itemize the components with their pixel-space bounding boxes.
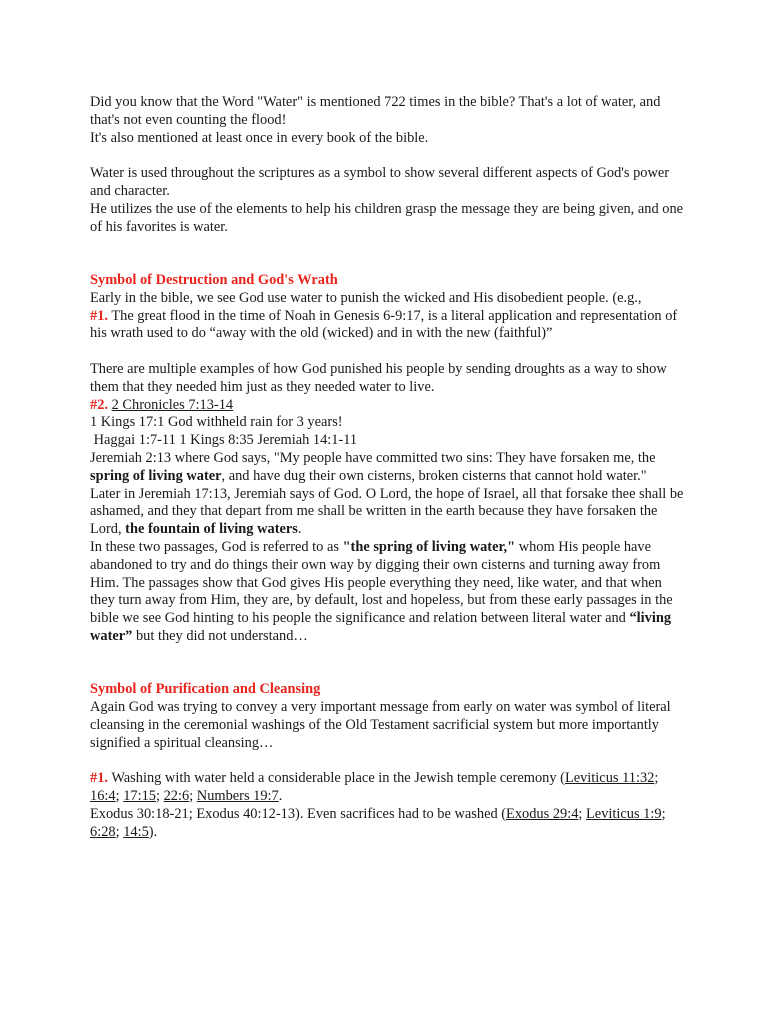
jeremiah-text: , and have dug their own cisterns, broken cisterns that cannot hold water." (221, 467, 647, 484)
leviticus-16-4-link[interactable]: 16:4 (90, 788, 116, 805)
jeremiah-text: . (297, 521, 302, 538)
separator: ; (115, 788, 124, 805)
flood-text: The great flood in the time of Noah in Genesis 6-9:17, is a literal application and representation of his wrath used to do “away with the old (wicked) and in with the new (faithful)” (90, 307, 678, 342)
washing-text: Washing with water held a considerable place in the Jewish temple ceremony ( (108, 770, 565, 787)
jeremiah-17-13-paragraph (90, 486, 690, 539)
kings-line: 1 Kings 17:1 God withheld rain for 3 years! (90, 414, 343, 431)
point-number: #1. (90, 770, 108, 787)
spring-quote: "the spring of living water," (342, 538, 516, 555)
exodus-text: ). (148, 823, 158, 840)
jeremiah-2-13-paragraph (90, 450, 690, 486)
destruction-intro (90, 290, 690, 343)
passages-text: whom His people have abandoned to try and do things their own way by digging their own cisterns and turning away from Him. The passages show that God gives His people everything they need, like water, and that when they turn away from Him, they are, by default, lost and hopeless, but from these early passages in the bible we see God hinting to his people the significance and relation between literal water and (90, 538, 673, 627)
leviticus-14-5-link[interactable]: 14:5 (123, 823, 149, 840)
jeremiah-text: Later in Jeremiah 17:13, Jeremiah says of God. O Lord, the hope of Israel, all that forsake thee shall be ashamed, and they that depart from me shall be written in the earth because they have forsaken the Lord, (90, 485, 684, 538)
chronicles-link[interactable]: 2 Chronicles 7:13-14 (111, 396, 234, 413)
spacer (90, 236, 690, 272)
leviticus-1-9-link[interactable]: Leviticus 1:9 (586, 805, 662, 822)
leviticus-6-28-link[interactable]: 6:28 (90, 823, 116, 840)
separator: ; (115, 823, 124, 840)
separator: ; (654, 770, 659, 787)
spacer (90, 343, 690, 361)
separator: ; (578, 805, 587, 822)
intro-paragraph-4: He utilizes the use of the elements to help his children grasp the message they are being given, and one of his favorites is water. (90, 200, 684, 235)
intro-paragraph-3: Water is used throughout the scriptures as a symbol to show several different aspects of God's power and character. (90, 165, 670, 199)
document-page (90, 94, 690, 841)
spacer (90, 147, 690, 165)
point-number: #2. (90, 396, 108, 413)
intro-paragraph-1: Did you know that the Word "Water" is mentioned 722 times in the bible? That's a lot of water, and that's not even counting the flood! (90, 94, 661, 128)
point-number: #1. (90, 307, 108, 324)
leviticus-17-15-link[interactable]: 17:15 (123, 788, 156, 805)
separator: ; (661, 805, 666, 822)
leviticus-11-32-link[interactable]: Leviticus 11:32 (564, 770, 655, 787)
spacer (90, 752, 690, 770)
haggai-line: Haggai 1:7-11 1 Kings 8:35 Jeremiah 14:1-11 (90, 432, 358, 449)
exodus-text: Exodus 30:18-21; Exodus 40:12-13). Even sacrifices had to be washed ( (90, 805, 507, 822)
spring-of-living-water: spring of living water (90, 467, 222, 484)
separator: ; (189, 788, 197, 805)
chronicles-line (90, 397, 690, 415)
numbers-19-7-link[interactable]: Numbers 19:7 (196, 788, 279, 805)
spacer (90, 646, 690, 682)
jeremiah-text: Jeremiah 2:13 where God says, "My people have committed two sins: They have forsaken me, the (90, 449, 656, 466)
purification-intro: Again God was trying to convey a very important message from early on water was symbol of literal cleansing in the ceremonial washings of the Old Testament sacrificial system but more importantly signified a spiritual cleansing… (90, 699, 671, 751)
passages-text: In these two passages, God is referred to as (90, 538, 343, 555)
washing-text: . (278, 788, 283, 805)
passages-paragraph (90, 539, 690, 646)
leviticus-22-6-link[interactable]: 22:6 (163, 788, 190, 805)
exodus-29-4-link[interactable]: Exodus 29:4 (506, 805, 579, 822)
separator: ; (155, 788, 164, 805)
section-heading-destruction: Symbol of Destruction and God's Wrath (90, 271, 338, 288)
passages-text: but they did not understand… (132, 627, 308, 644)
intro-paragraph-2: It's also mentioned at least once in every book of the bible. (90, 129, 429, 146)
section-heading-purification: Symbol of Purification and Cleansing (90, 681, 321, 698)
living-water-quote: “living water” (90, 610, 672, 644)
drought-paragraph: There are multiple examples of how God punished his people by sending droughts as a way to show them that they needed him just as they needed water to live. (90, 360, 667, 395)
fountain-of-living-waters: the fountain of living waters (125, 521, 298, 538)
destruction-intro-text: Early in the bible, we see God use water to punish the wicked and His disobedient people. (e.g., (90, 289, 642, 306)
washing-paragraph (90, 770, 690, 841)
